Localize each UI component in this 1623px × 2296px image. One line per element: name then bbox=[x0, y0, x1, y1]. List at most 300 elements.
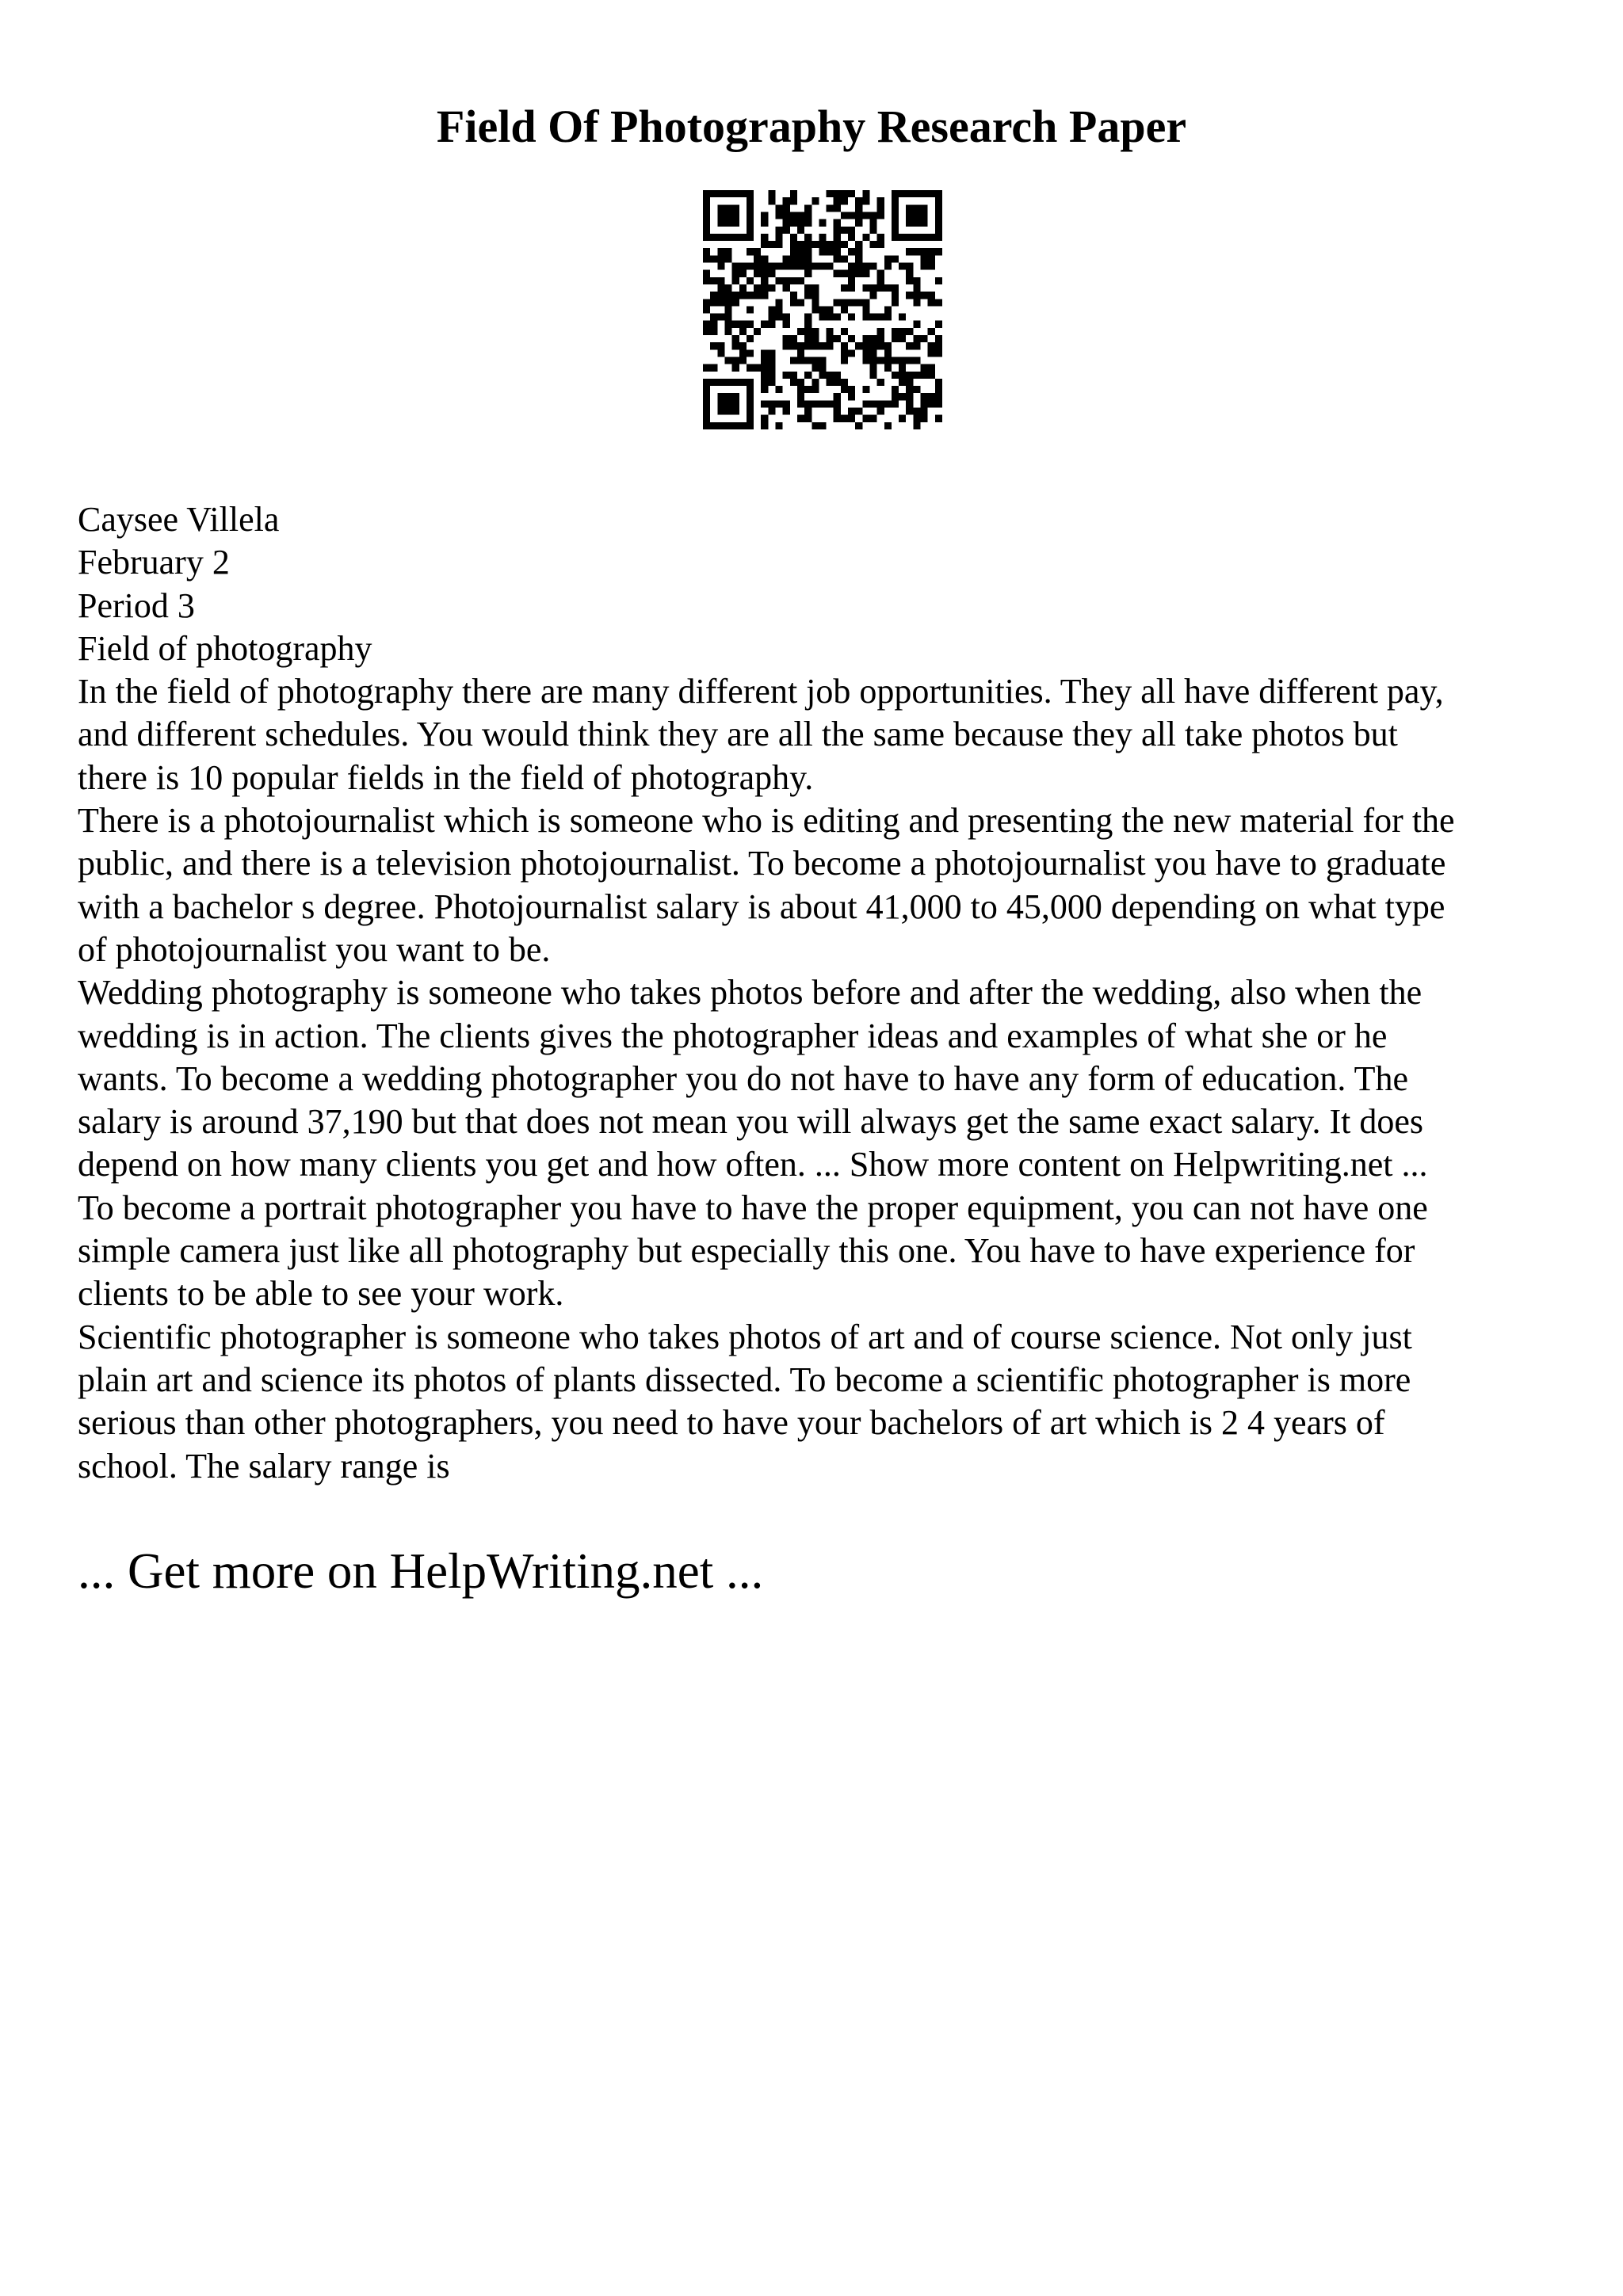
qr-module bbox=[899, 335, 906, 342]
qr-module bbox=[739, 270, 747, 277]
qr-module bbox=[717, 284, 724, 292]
qr-module bbox=[804, 248, 812, 255]
qr-module bbox=[797, 357, 804, 364]
qr-module bbox=[724, 314, 731, 321]
qr-module bbox=[783, 227, 790, 234]
qr-module bbox=[884, 364, 892, 372]
qr-module bbox=[899, 328, 906, 335]
qr-module bbox=[703, 422, 710, 429]
qr-module bbox=[739, 349, 747, 357]
qr-module bbox=[841, 190, 848, 197]
qr-module bbox=[819, 263, 826, 270]
qr-module bbox=[747, 335, 754, 342]
qr-module bbox=[819, 314, 826, 321]
qr-module bbox=[703, 393, 710, 400]
qr-module bbox=[768, 197, 775, 204]
qr-module bbox=[899, 393, 906, 400]
qr-module bbox=[724, 292, 731, 299]
qr-module bbox=[783, 204, 790, 212]
qr-module bbox=[899, 263, 906, 270]
qr-module bbox=[724, 204, 731, 212]
qr-module bbox=[724, 212, 731, 219]
qr-module bbox=[761, 364, 768, 372]
qr-module bbox=[906, 190, 913, 197]
qr-module bbox=[812, 292, 819, 299]
qr-module bbox=[804, 400, 812, 407]
qr-module bbox=[732, 299, 739, 306]
qr-module bbox=[834, 400, 841, 407]
qr-module bbox=[783, 321, 790, 328]
qr-module bbox=[935, 227, 942, 234]
qr-module bbox=[739, 328, 747, 335]
qr-module bbox=[776, 234, 783, 241]
qr-module bbox=[754, 328, 761, 335]
qr-module bbox=[877, 204, 884, 212]
qr-module bbox=[724, 400, 731, 407]
qr-module bbox=[834, 190, 841, 197]
qr-module bbox=[899, 379, 906, 386]
qr-module bbox=[935, 321, 942, 328]
qr-module bbox=[877, 314, 884, 321]
qr-module bbox=[747, 204, 754, 212]
qr-module bbox=[848, 314, 855, 321]
qr-module bbox=[812, 342, 819, 349]
qr-module bbox=[862, 342, 869, 349]
qr-module bbox=[892, 393, 899, 400]
qr-module bbox=[717, 393, 724, 400]
qr-module bbox=[827, 190, 834, 197]
qr-module bbox=[732, 270, 739, 277]
qr-module bbox=[717, 342, 724, 349]
qr-module bbox=[848, 284, 855, 292]
qr-module bbox=[848, 393, 855, 400]
qr-module bbox=[710, 234, 717, 241]
qr-module bbox=[906, 393, 913, 400]
qr-module bbox=[892, 372, 899, 379]
qr-module bbox=[921, 255, 928, 262]
get-more-link[interactable]: ... Get more on HelpWriting.net ... bbox=[78, 1543, 764, 1599]
qr-module bbox=[747, 263, 754, 270]
qr-module bbox=[732, 342, 739, 349]
qr-module bbox=[804, 357, 812, 364]
qr-module bbox=[834, 408, 841, 415]
qr-module bbox=[790, 335, 797, 342]
qr-module bbox=[921, 190, 928, 197]
qr-module bbox=[899, 372, 906, 379]
qr-module bbox=[848, 408, 855, 415]
qr-module bbox=[841, 357, 848, 364]
qr-module bbox=[892, 204, 899, 212]
paragraph-line: There is a photojournalist which is someone who is editing and presenting the new material for the bbox=[78, 801, 1455, 841]
qr-module bbox=[761, 422, 768, 429]
qr-module bbox=[739, 292, 747, 299]
qr-module bbox=[913, 234, 920, 241]
qr-module bbox=[732, 364, 739, 372]
qr-module bbox=[928, 263, 935, 270]
qr-module bbox=[747, 219, 754, 227]
qr-module bbox=[877, 212, 884, 219]
qr-module bbox=[717, 219, 724, 227]
qr-module bbox=[724, 408, 731, 415]
paragraph-line: In the field of photography there are many different job opportunities. They all have different pay, bbox=[78, 672, 1444, 711]
qr-module bbox=[724, 234, 731, 241]
qr-module bbox=[869, 372, 876, 379]
qr-module bbox=[855, 219, 862, 227]
qr-module bbox=[848, 190, 855, 197]
qr-module bbox=[724, 248, 731, 255]
qr-module bbox=[819, 422, 826, 429]
qr-module bbox=[812, 284, 819, 292]
qr-module bbox=[710, 292, 717, 299]
qr-module bbox=[761, 400, 768, 407]
qr-module bbox=[913, 321, 920, 328]
qr-module bbox=[906, 248, 913, 255]
qr-module bbox=[703, 270, 710, 277]
qr-module bbox=[797, 349, 804, 357]
qr-module bbox=[747, 234, 754, 241]
period-line: Period 3 bbox=[78, 585, 195, 625]
qr-module bbox=[768, 400, 775, 407]
qr-module bbox=[797, 241, 804, 248]
qr-module bbox=[732, 379, 739, 386]
qr-module bbox=[797, 415, 804, 422]
qr-module bbox=[710, 255, 717, 262]
qr-module bbox=[768, 284, 775, 292]
qr-module bbox=[747, 212, 754, 219]
qr-module bbox=[732, 400, 739, 407]
qr-module bbox=[754, 248, 761, 255]
qr-module bbox=[892, 386, 899, 393]
qr-module bbox=[790, 255, 797, 262]
qr-module bbox=[724, 422, 731, 429]
qr-module bbox=[928, 255, 935, 262]
qr-module bbox=[855, 197, 862, 204]
qr-module bbox=[790, 357, 797, 364]
qr-module bbox=[848, 335, 855, 342]
qr-module bbox=[877, 379, 884, 386]
qr-module bbox=[717, 204, 724, 212]
qr-module bbox=[921, 372, 928, 379]
qr-module bbox=[892, 335, 899, 342]
qr-module bbox=[754, 255, 761, 262]
qr-module bbox=[812, 299, 819, 306]
qr-module bbox=[913, 357, 920, 364]
qr-module bbox=[790, 234, 797, 241]
qr-module bbox=[804, 386, 812, 393]
qr-module bbox=[935, 248, 942, 255]
qr-module bbox=[703, 408, 710, 415]
qr-module bbox=[739, 357, 747, 364]
qr-module bbox=[834, 204, 841, 212]
qr-module bbox=[776, 204, 783, 212]
qr-module bbox=[928, 292, 935, 299]
qr-module bbox=[739, 263, 747, 270]
qr-module bbox=[921, 234, 928, 241]
qr-module bbox=[869, 212, 876, 219]
qr-module bbox=[877, 328, 884, 335]
qr-module bbox=[724, 299, 731, 306]
qr-module bbox=[834, 379, 841, 386]
qr-module bbox=[776, 263, 783, 270]
qr-module bbox=[935, 400, 942, 407]
qr-module bbox=[768, 321, 775, 328]
qr-module bbox=[754, 364, 761, 372]
qr-module bbox=[710, 299, 717, 306]
qr-module bbox=[710, 379, 717, 386]
qr-module bbox=[703, 364, 710, 372]
qr-module bbox=[884, 263, 892, 270]
qr-module bbox=[862, 263, 869, 270]
qr-module bbox=[869, 292, 876, 299]
qr-module bbox=[877, 408, 884, 415]
qr-module bbox=[892, 292, 899, 299]
qr-module bbox=[862, 190, 869, 197]
qr-module bbox=[834, 393, 841, 400]
qr-module bbox=[906, 219, 913, 227]
qr-module bbox=[783, 212, 790, 219]
qr-module bbox=[928, 248, 935, 255]
qr-module bbox=[790, 379, 797, 386]
qr-module bbox=[884, 400, 892, 407]
qr-module bbox=[703, 306, 710, 313]
qr-module bbox=[884, 342, 892, 349]
qr-module bbox=[790, 292, 797, 299]
qr-module bbox=[841, 386, 848, 393]
qr-module bbox=[717, 379, 724, 386]
qr-module bbox=[768, 263, 775, 270]
qr-module bbox=[783, 197, 790, 204]
qr-module bbox=[717, 314, 724, 321]
qr-module bbox=[790, 299, 797, 306]
qr-module bbox=[834, 299, 841, 306]
qr-module bbox=[717, 408, 724, 415]
qr-module bbox=[848, 227, 855, 234]
qr-module bbox=[913, 277, 920, 284]
qr-module bbox=[768, 270, 775, 277]
paragraph-line: clients to be able to see your work. bbox=[78, 1274, 564, 1314]
qr-module bbox=[761, 321, 768, 328]
qr-module bbox=[768, 241, 775, 248]
qr-module bbox=[877, 270, 884, 277]
qr-module bbox=[783, 277, 790, 284]
qr-module bbox=[783, 314, 790, 321]
qr-module bbox=[804, 342, 812, 349]
qr-module bbox=[703, 234, 710, 241]
qr-module bbox=[884, 357, 892, 364]
qr-module bbox=[855, 408, 862, 415]
qr-module bbox=[862, 270, 869, 277]
qr-module bbox=[935, 234, 942, 241]
qr-module bbox=[812, 263, 819, 270]
qr-module bbox=[921, 415, 928, 422]
qr-module bbox=[819, 241, 826, 248]
qr-module bbox=[877, 277, 884, 284]
qr-module bbox=[906, 292, 913, 299]
qr-module bbox=[804, 219, 812, 227]
qr-module bbox=[892, 227, 899, 234]
qr-module bbox=[906, 263, 913, 270]
qr-module bbox=[776, 227, 783, 234]
qr-module bbox=[812, 364, 819, 372]
qr-module bbox=[761, 284, 768, 292]
qr-module bbox=[884, 306, 892, 313]
qr-module bbox=[935, 197, 942, 204]
qr-module bbox=[921, 400, 928, 407]
qr-module bbox=[783, 408, 790, 415]
qr-module bbox=[862, 284, 869, 292]
qr-module bbox=[848, 415, 855, 422]
qr-module bbox=[913, 292, 920, 299]
qr-module bbox=[724, 284, 731, 292]
qr-module bbox=[754, 292, 761, 299]
qr-module bbox=[797, 212, 804, 219]
qr-module bbox=[710, 422, 717, 429]
qr-module bbox=[855, 270, 862, 277]
paragraph-line: depend on how many clients you get and how often. ... Show more content on Helpwriting.net ... bbox=[78, 1145, 1428, 1184]
qr-module bbox=[935, 393, 942, 400]
qr-module bbox=[892, 400, 899, 407]
qr-module bbox=[827, 372, 834, 379]
qr-module bbox=[819, 306, 826, 313]
qr-module bbox=[724, 379, 731, 386]
qr-module bbox=[906, 212, 913, 219]
qr-module bbox=[761, 270, 768, 277]
qr-module bbox=[913, 386, 920, 393]
qr-module bbox=[819, 357, 826, 364]
qr-module bbox=[790, 241, 797, 248]
qr-module bbox=[921, 335, 928, 342]
qr-module bbox=[841, 255, 848, 262]
qr-module bbox=[747, 415, 754, 422]
qr-module bbox=[724, 393, 731, 400]
qr-module bbox=[732, 204, 739, 212]
qr-module bbox=[827, 335, 834, 342]
qr-module bbox=[884, 314, 892, 321]
qr-module bbox=[804, 255, 812, 262]
qr-module bbox=[732, 292, 739, 299]
qr-module bbox=[928, 364, 935, 372]
qr-module bbox=[862, 234, 869, 241]
qr-module bbox=[804, 284, 812, 292]
qr-module bbox=[703, 415, 710, 422]
qr-module bbox=[935, 342, 942, 349]
qr-module bbox=[855, 342, 862, 349]
qr-module bbox=[768, 190, 775, 197]
qr-module bbox=[739, 422, 747, 429]
qr-module bbox=[827, 263, 834, 270]
qr-module bbox=[877, 335, 884, 342]
qr-module bbox=[703, 321, 710, 328]
qr-module bbox=[804, 328, 812, 335]
qr-module bbox=[935, 379, 942, 386]
qr-module bbox=[703, 204, 710, 212]
qr-module bbox=[848, 234, 855, 241]
qr-module bbox=[855, 422, 862, 429]
qr-module bbox=[913, 415, 920, 422]
qr-module bbox=[717, 400, 724, 407]
qr-module bbox=[834, 314, 841, 321]
qr-module bbox=[717, 234, 724, 241]
qr-module bbox=[928, 349, 935, 357]
author-line: Caysee Villela bbox=[78, 500, 280, 539]
qr-module bbox=[913, 372, 920, 379]
qr-module bbox=[819, 219, 826, 227]
qr-module bbox=[776, 314, 783, 321]
qr-module bbox=[768, 379, 775, 386]
qr-module bbox=[812, 357, 819, 364]
qr-module bbox=[776, 422, 783, 429]
qr-module bbox=[739, 321, 747, 328]
qr-module bbox=[783, 284, 790, 292]
qr-module bbox=[783, 372, 790, 379]
qr-module bbox=[776, 241, 783, 248]
qr-module bbox=[703, 379, 710, 386]
qr-module bbox=[906, 372, 913, 379]
qr-module bbox=[776, 386, 783, 393]
qr-module bbox=[776, 277, 783, 284]
qr-module bbox=[717, 248, 724, 255]
qr-module bbox=[790, 212, 797, 219]
qr-module bbox=[790, 277, 797, 284]
qr-module bbox=[869, 400, 876, 407]
qr-module bbox=[921, 219, 928, 227]
paragraph-line: Wedding photography is someone who takes photos before and after the wedding, also when the bbox=[78, 973, 1423, 1013]
qr-module bbox=[827, 342, 834, 349]
qr-module bbox=[921, 364, 928, 372]
qr-module bbox=[841, 212, 848, 219]
qr-module bbox=[804, 335, 812, 342]
qr-module bbox=[906, 328, 913, 335]
qr-module bbox=[783, 219, 790, 227]
qr-module bbox=[797, 328, 804, 335]
qr-module bbox=[812, 422, 819, 429]
qr-module bbox=[834, 270, 841, 277]
qr-module bbox=[877, 234, 884, 241]
qr-module bbox=[848, 248, 855, 255]
qr-module bbox=[717, 422, 724, 429]
qr-module bbox=[855, 248, 862, 255]
qr-module bbox=[717, 190, 724, 197]
qr-module bbox=[921, 292, 928, 299]
qr-module bbox=[819, 234, 826, 241]
qr-module bbox=[892, 299, 899, 306]
qr-module bbox=[841, 270, 848, 277]
qr-module bbox=[928, 328, 935, 335]
qr-module bbox=[797, 393, 804, 400]
qr-module bbox=[804, 263, 812, 270]
document-body bbox=[78, 498, 1568, 1488]
qr-module bbox=[739, 379, 747, 386]
qr-module bbox=[877, 357, 884, 364]
qr-module bbox=[819, 364, 826, 372]
qr-module bbox=[935, 299, 942, 306]
qr-module bbox=[877, 342, 884, 349]
qr-module bbox=[761, 263, 768, 270]
qr-module bbox=[834, 241, 841, 248]
qr-module bbox=[783, 400, 790, 407]
qr-module bbox=[768, 408, 775, 415]
qr-module bbox=[790, 248, 797, 255]
qr-module bbox=[710, 277, 717, 284]
qr-module bbox=[928, 393, 935, 400]
qr-module bbox=[869, 364, 876, 372]
qr-module bbox=[812, 241, 819, 248]
qr-module bbox=[739, 284, 747, 292]
qr-module bbox=[869, 349, 876, 357]
qr-module bbox=[717, 212, 724, 219]
qr-module bbox=[899, 234, 906, 241]
qr-module bbox=[892, 219, 899, 227]
